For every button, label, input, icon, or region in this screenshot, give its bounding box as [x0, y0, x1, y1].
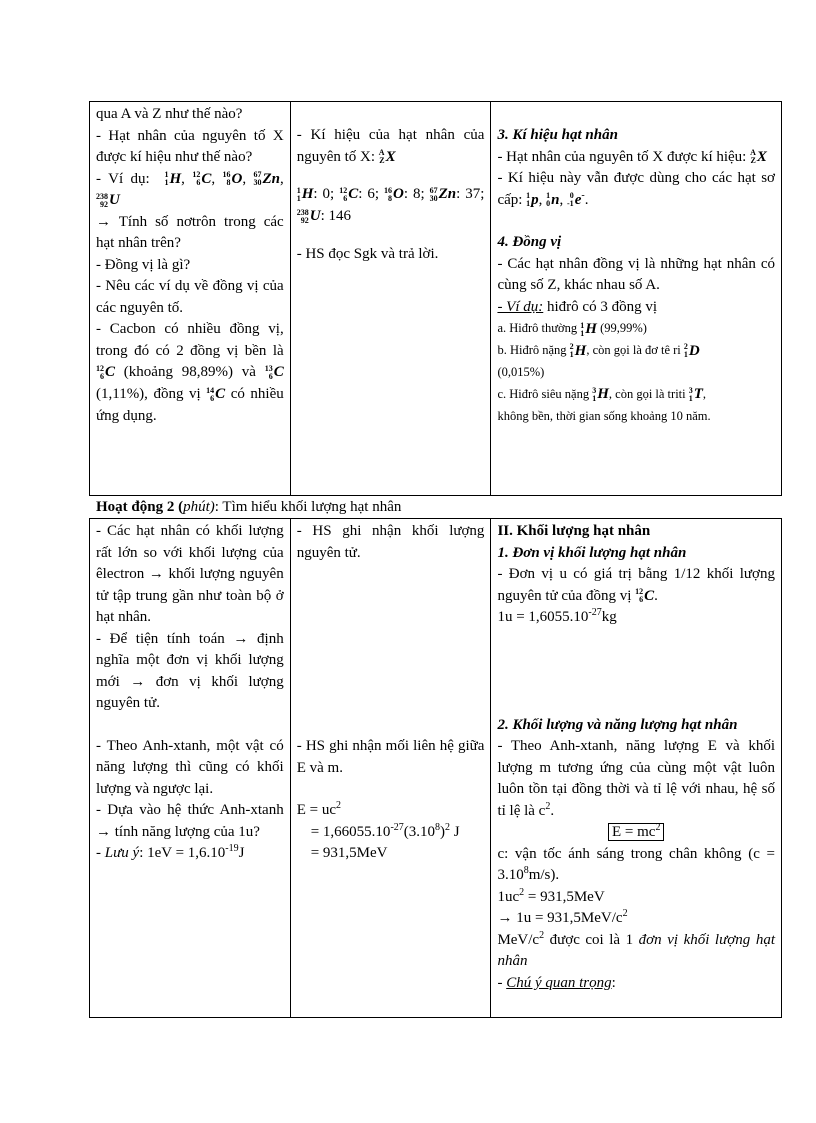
example-line: - Ví dụ: hiđrô có 3 đồng vị [497, 298, 658, 315]
formula-line: = 931,5MeV [310, 845, 388, 861]
text-line: - Các hạt nhân đồng vị là những hạt nhân có cùng số Z, khác nhau số A. [497, 255, 775, 294]
text-line: - Dựa vào hệ thức Anh-xtanh → tính năng lượng của 1u? [96, 802, 284, 840]
formula-line: = $1,66055.10^{-27}(3.10^8)^2$ J [310, 821, 460, 840]
text-line: - Hạt nhân của nguyên tố X được kí hiệu như thế nào? [96, 127, 284, 165]
student-activity-cell [290, 519, 491, 1018]
text-line: - Các hạt nhân có khối lượng rất lớn so với khối lượng của êlectron → khối lượng nguyên tử tập trung gần như toàn bộ ở hạt nhân. [96, 523, 284, 625]
text-line: → Tính số nơtrôn trong các hạt nhân trên? [96, 213, 284, 252]
text-line: - HS ghi nhận mối liên hệ giữa E và m. [296, 738, 485, 776]
activity-1-table [89, 101, 782, 496]
text-line: - Nêu các ví dụ về đồng vị của các nguyên tố. [96, 278, 284, 316]
teacher-activity-cell [90, 519, 291, 1018]
activity-2-table [89, 518, 782, 1018]
formula-box: $E = mc^2$ [497, 822, 775, 844]
text-line: - HS đọc Sgk và trả lời. [296, 245, 439, 262]
symbol-line: - Kí hiệu của hạt nhân của nguyên tố X: A Z X [296, 127, 485, 166]
particle-line: - Kí hiệu này vẫn được dùng cho các hạt sơ cấp: 1 1 p, 1 0 n, 0 -1 e-. [497, 170, 775, 209]
text-line: - Theo Anh-xtanh, một vật có năng lượng thì cũng có khối lượng và ngược lại. [96, 737, 284, 797]
formula-line: $E = uc^2$ [296, 800, 341, 818]
text-line: qua A và Z như thế nào? [96, 106, 243, 122]
section-heading: II. Khối lượng hạt nhân [497, 523, 651, 539]
carbon-line: - Cacbon có nhiều đồng vị, trong đó có 2 đồng vị bền là 12 6 C (khoảng 98,89%) và 13 6 C(1,11%), đồng vị 14 6 C có nhiều ứng dụng. [96, 321, 284, 424]
activity-header: Hoạt động 2 (phút): Tìm hiểu khối lượng hạt nhân [96, 499, 402, 515]
text-line: $1u = 1,6055.10^{-27}kg$ [497, 607, 617, 626]
section-heading: 4. Đồng vị [497, 234, 562, 251]
student-activity-cell [290, 102, 491, 496]
isotope-a: a. Hiđrô thường 1 1 H (99,99%) [497, 320, 647, 338]
text-line: $1uc^2 = 931,5MeV$ [497, 886, 605, 905]
content-cell [491, 102, 782, 496]
content-cell [491, 519, 782, 1018]
text-line: - Đồng vị là gì? [96, 256, 191, 273]
text-line: - Theo Anh-xtanh, năng lượng E và khối lượng m tương ứng của cùng một vật luôn luôn tồn tại đồng thời và tỉ lệ với nhau, hệ số tỉ lệ là $c^2$. [497, 738, 775, 819]
isotope-b: b. Hiđrô nặng 2 1 H, còn gọi là đơ tê ri 2 1 D (0,015%) [497, 342, 700, 380]
isotope-c: c. Hiđrô siêu nặng 3 1 H, còn gọi là triti 3 1 T, không bền, thời gian sống khoảng 10 năm. [497, 385, 711, 423]
example-line: - Ví dụ: 1 1 H, 12 6 C, 16 8 O, 67 30 Zn, 238 92 U [96, 170, 284, 209]
text-line: MeV/$c^2$ được coi là 1 đơn vị khối lượng hạt nhân [497, 929, 775, 970]
section-heading: 2. Khối lượng và năng lượng hạt nhân [497, 716, 738, 733]
section-heading: 1. Đơn vị khối lượng hạt nhân [497, 544, 687, 561]
neutron-counts: 1 1 H: 0; 12 6 C: 6; 16 8 O: 8; 67 30 Zn: 37; 238 92 U: 146 [296, 185, 485, 225]
text-line: c: vận tốc ánh sáng trong chân không $(c = 3.10^8m/s)$. [497, 845, 775, 884]
text-line: - HS ghi nhận khối lượng nguyên tử. [296, 523, 485, 561]
teacher-activity-cell [90, 102, 291, 496]
text-line: → $1u = 931,5MeV/c^2$ [497, 908, 628, 927]
text-line: - Chú ý quan trọng: [497, 974, 616, 991]
note-line: - Lưu ý: $1eV = 1,6.10^{-19}J$ [96, 843, 245, 861]
section-heading: 3. Kí hiệu hạt nhân [497, 127, 618, 143]
symbol-line: - Hạt nhân của nguyên tố X được kí hiệu: A Z X [497, 148, 767, 166]
text-line: - Đơn vị u có giá trị bằng 1/12 khối lượng nguyên tử của đồng vị 12 6 C. [497, 566, 775, 605]
text-line: - Để tiện tính toán → định nghĩa một đơn vị khối lượng mới → đơn vị khối lượng nguyên tử. [96, 630, 284, 711]
